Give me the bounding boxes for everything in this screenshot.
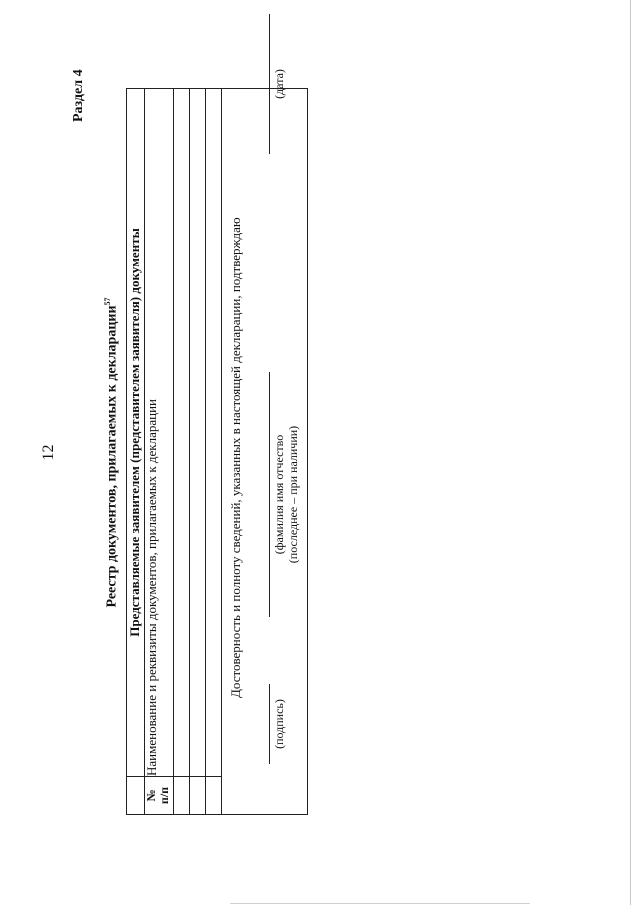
group-header: Представляемые заявителем (представителем заявителя) документы <box>127 89 145 777</box>
group-header-spacer <box>127 777 145 815</box>
documents-registry-table <box>126 69 308 815</box>
confirmation-row <box>222 89 308 815</box>
date-caption: (дата) <box>272 69 286 99</box>
section-label: Раздел 4 <box>71 69 86 122</box>
document-title-text: Реестр документов, прилагаемых к декларации <box>104 305 120 608</box>
page-number: 12 <box>40 444 57 461</box>
signature-line[interactable] <box>269 684 270 764</box>
full-name-caption-line2: (последнее – при наличии) <box>286 425 300 564</box>
column-header-number-abbr: п/п <box>157 786 171 805</box>
confirmation-cell <box>222 69 308 815</box>
footnote-mark: 57 <box>103 297 112 306</box>
table-row <box>174 89 190 815</box>
signature-caption: (подпись) <box>272 699 286 749</box>
column-header-number <box>145 777 174 815</box>
table-row <box>206 89 222 815</box>
full-name-caption-line1: (фамилия имя отчество <box>272 434 286 555</box>
full-name-line[interactable] <box>269 372 270 617</box>
cell-name[interactable] <box>190 89 206 777</box>
column-header-number-symbol: № <box>144 789 158 802</box>
cell-number[interactable] <box>190 777 206 815</box>
cell-name[interactable] <box>174 89 190 777</box>
document-title <box>103 0 121 905</box>
cell-number[interactable] <box>174 777 190 815</box>
cell-number[interactable] <box>206 777 222 815</box>
cell-name[interactable] <box>206 89 222 777</box>
table-column-header-row <box>145 89 174 815</box>
table-row <box>190 89 206 815</box>
full-name-caption <box>272 372 300 617</box>
column-header-name: Наименование и реквизиты документов, прилагаемых к декларации <box>145 89 174 777</box>
confirmation-text: Достоверность и полноту сведений, указанных в настоящей декларации, подтверждаю <box>228 217 243 698</box>
date-line[interactable] <box>269 14 270 154</box>
table-group-header-row <box>127 89 145 815</box>
